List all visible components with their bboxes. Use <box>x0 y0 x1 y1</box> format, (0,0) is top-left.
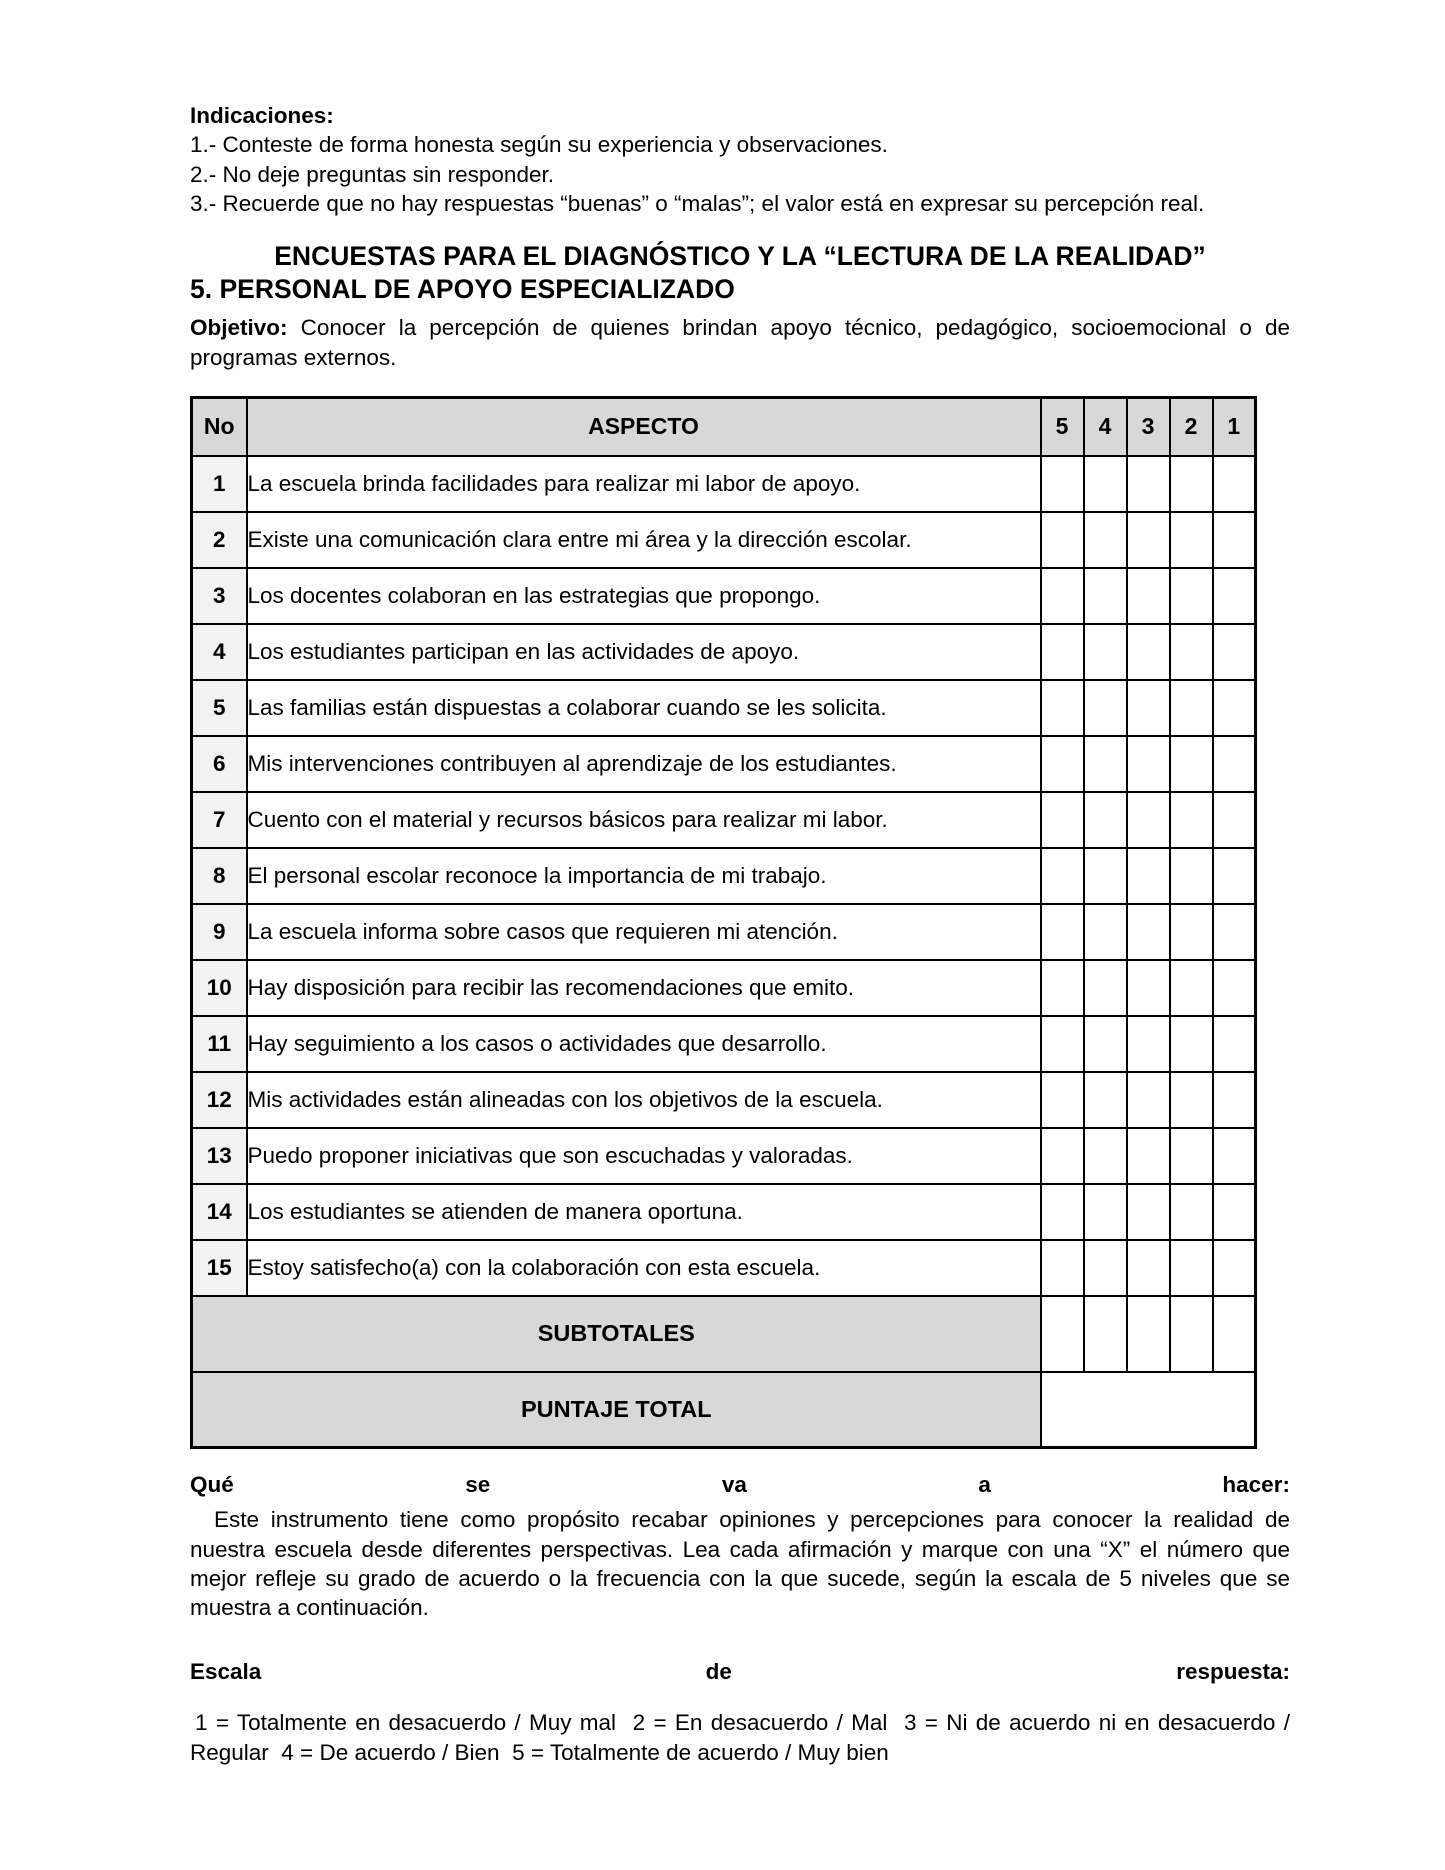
subtotal-cell[interactable] <box>1041 1296 1084 1372</box>
escala-de-respuesta-line <box>190 1657 1290 1686</box>
objetivo-label: Objetivo: <box>190 315 288 341</box>
rating-cell[interactable] <box>1127 1072 1170 1128</box>
row-aspect: Las familias están dispuestas a colaborar cuando se les solicita. <box>247 680 1041 736</box>
rating-cell[interactable] <box>1170 512 1213 568</box>
response-scale-text: 1 = Totalmente en desacuerdo / Muy mal 2 = En desacuerdo / Mal 3 = Ni de acuerdo ni en desacuerdo / Regular 4 = De acuerdo / Bien 5 = Totalmente de acuerdo / Muy bien <box>190 1710 1290 1766</box>
rating-cell[interactable] <box>1213 960 1256 1016</box>
table-row <box>192 904 1256 960</box>
escala-word: respuesta: <box>1176 1658 1290 1684</box>
rating-cell[interactable] <box>1213 736 1256 792</box>
row-aspect: La escuela informa sobre casos que requieren mi atención. <box>247 904 1041 960</box>
row-number: 6 <box>192 736 247 792</box>
rating-cell[interactable] <box>1041 568 1084 624</box>
rating-cell[interactable] <box>1170 736 1213 792</box>
row-number: 10 <box>192 960 247 1016</box>
rating-cell[interactable] <box>1084 736 1127 792</box>
row-number: 3 <box>192 568 247 624</box>
row-aspect: Mis intervenciones contribuyen al aprendizaje de los estudiantes. <box>247 736 1041 792</box>
rating-cell[interactable] <box>1170 792 1213 848</box>
rating-cell[interactable] <box>1213 792 1256 848</box>
row-number: 13 <box>192 1128 247 1184</box>
row-aspect: Puedo proponer iniciativas que son escuchadas y valoradas. <box>247 1128 1041 1184</box>
rating-cell[interactable] <box>1170 904 1213 960</box>
que-se-va-a-hacer-line <box>190 1470 1290 1499</box>
rating-cell[interactable] <box>1170 848 1213 904</box>
header-aspecto: ASPECTO <box>247 397 1041 456</box>
table-row <box>192 1128 1256 1184</box>
rating-cell[interactable] <box>1213 1240 1256 1296</box>
rating-cell[interactable] <box>1170 1072 1213 1128</box>
table-row <box>192 792 1256 848</box>
que-hacer-word: se <box>465 1472 491 1498</box>
rating-cell[interactable] <box>1213 848 1256 904</box>
rating-cell[interactable] <box>1213 568 1256 624</box>
rating-cell[interactable] <box>1041 1128 1084 1184</box>
table-row <box>192 848 1256 904</box>
subtotal-cell[interactable] <box>1127 1296 1170 1372</box>
table-header-row <box>192 397 1256 456</box>
row-aspect: Los docentes colaboran en las estrategias que propongo. <box>247 568 1041 624</box>
rating-cell[interactable] <box>1127 568 1170 624</box>
row-aspect: La escuela brinda facilidades para realizar mi labor de apoyo. <box>247 456 1041 512</box>
row-aspect: Existe una comunicación clara entre mi área y la dirección escolar. <box>247 512 1041 568</box>
row-number: 4 <box>192 624 247 680</box>
rating-cell[interactable] <box>1127 736 1170 792</box>
rating-cell[interactable] <box>1084 792 1127 848</box>
rating-cell[interactable] <box>1041 848 1084 904</box>
rating-cell[interactable] <box>1170 1128 1213 1184</box>
subtotal-cell[interactable] <box>1170 1296 1213 1372</box>
row-aspect: Mis actividades están alineadas con los objetivos de la escuela. <box>247 1072 1041 1128</box>
rating-cell[interactable] <box>1127 512 1170 568</box>
escala-word: Escala <box>190 1658 262 1684</box>
table-row <box>192 456 1256 512</box>
rating-cell[interactable] <box>1127 1128 1170 1184</box>
main-title: ENCUESTAS PARA EL DIAGNÓSTICO Y LA “LECTURA DE LA REALIDAD” <box>274 241 1206 272</box>
rating-cell[interactable] <box>1084 680 1127 736</box>
rating-cell[interactable] <box>1084 624 1127 680</box>
rating-cell[interactable] <box>1213 1072 1256 1128</box>
rating-cell[interactable] <box>1170 1240 1213 1296</box>
row-aspect: Hay disposición para recibir las recomendaciones que emito. <box>247 960 1041 1016</box>
rating-cell[interactable] <box>1041 1072 1084 1128</box>
rating-cell[interactable] <box>1127 1016 1170 1072</box>
rating-cell[interactable] <box>1084 904 1127 960</box>
indicaciones-item-3: 3.- Recuerde que no hay respuestas “buenas” o “malas”; el valor está en expresar su percepción real. <box>190 190 1205 216</box>
rating-cell[interactable] <box>1127 848 1170 904</box>
row-aspect: Estoy satisfecho(a) con la colaboración con esta escuela. <box>247 1240 1041 1296</box>
rating-cell[interactable] <box>1213 904 1256 960</box>
que-hacer-word: Qué <box>190 1472 234 1498</box>
subtotales-label: SUBTOTALES <box>192 1296 1041 1372</box>
rating-cell[interactable] <box>1170 1184 1213 1240</box>
rating-cell[interactable] <box>1084 1072 1127 1128</box>
rating-cell[interactable] <box>1213 1016 1256 1072</box>
instructions-paragraph: Este instrumento tiene como propósito recabar opiniones y percepciones para conocer la realidad de nuestra escuela desde diferentes perspectivas. Lea cada afirmación y marque con una “X” el número que mejor refleje su grado de acuerdo o la frecuencia con la que sucede, según la escala de 5 niveles que se muestra a continuación. <box>190 1507 1290 1621</box>
table-row <box>192 568 1256 624</box>
row-aspect: Hay seguimiento a los casos o actividades que desarrollo. <box>247 1016 1041 1072</box>
survey-table <box>190 396 1257 1450</box>
rating-cell[interactable] <box>1041 960 1084 1016</box>
que-hacer-word: va <box>721 1472 747 1498</box>
table-row <box>192 680 1256 736</box>
row-number: 11 <box>192 1016 247 1072</box>
rating-cell[interactable] <box>1041 1016 1084 1072</box>
rating-cell[interactable] <box>1084 960 1127 1016</box>
row-number: 12 <box>192 1072 247 1128</box>
rating-cell[interactable] <box>1127 1240 1170 1296</box>
rating-cell[interactable] <box>1084 568 1127 624</box>
table-row <box>192 1240 1256 1296</box>
objetivo-text: Conocer la percepción de quienes brindan apoyo técnico, pedagógico, socioemocional o de programas externos. <box>190 315 1290 371</box>
puntaje-total-cell[interactable] <box>1041 1372 1256 1448</box>
section-title: 5. PERSONAL DE APOYO ESPECIALIZADO <box>190 274 735 305</box>
table-row <box>192 1184 1256 1240</box>
subtotales-row <box>192 1296 1256 1372</box>
row-number: 5 <box>192 680 247 736</box>
rating-cell[interactable] <box>1127 904 1170 960</box>
row-aspect: Los estudiantes se atienden de manera oportuna. <box>247 1184 1041 1240</box>
rating-cell[interactable] <box>1084 512 1127 568</box>
row-number: 7 <box>192 792 247 848</box>
table-row <box>192 624 1256 680</box>
que-hacer-word: hacer: <box>1222 1472 1290 1498</box>
indicaciones-item-2: 2.- No deje preguntas sin responder. <box>190 161 554 187</box>
puntaje-total-row <box>192 1372 1256 1448</box>
rating-cell[interactable] <box>1041 624 1084 680</box>
header-rating-4: 4 <box>1084 397 1127 456</box>
table-row <box>192 1016 1256 1072</box>
rating-cell[interactable] <box>1170 680 1213 736</box>
rating-cell[interactable] <box>1084 456 1127 512</box>
escala-word: de <box>705 1658 732 1684</box>
row-number: 15 <box>192 1240 247 1296</box>
table-row <box>192 960 1256 1016</box>
rating-cell[interactable] <box>1170 960 1213 1016</box>
rating-cell[interactable] <box>1041 1240 1084 1296</box>
rating-cell[interactable] <box>1084 1016 1127 1072</box>
rating-cell[interactable] <box>1170 456 1213 512</box>
table-row <box>192 1072 1256 1128</box>
rating-cell[interactable] <box>1213 512 1256 568</box>
row-aspect: Los estudiantes participan en las actividades de apoyo. <box>247 624 1041 680</box>
rating-cell[interactable] <box>1170 568 1213 624</box>
subtotal-cell[interactable] <box>1213 1296 1256 1372</box>
table-row <box>192 512 1256 568</box>
row-number: 1 <box>192 456 247 512</box>
rating-cell[interactable] <box>1084 848 1127 904</box>
row-number: 14 <box>192 1184 247 1240</box>
rating-cell[interactable] <box>1213 680 1256 736</box>
rating-cell[interactable] <box>1084 1240 1127 1296</box>
rating-cell[interactable] <box>1041 1184 1084 1240</box>
rating-cell[interactable] <box>1084 1184 1127 1240</box>
rating-cell[interactable] <box>1041 792 1084 848</box>
rating-cell[interactable] <box>1127 792 1170 848</box>
que-hacer-word: a <box>978 1472 991 1498</box>
objetivo-paragraph <box>190 313 1290 373</box>
header-rating-1: 1 <box>1213 397 1256 456</box>
rating-cell[interactable] <box>1170 624 1213 680</box>
indicaciones-item-1: 1.- Conteste de forma honesta según su experiencia y observaciones. <box>190 132 888 158</box>
rating-cell[interactable] <box>1213 624 1256 680</box>
subtotal-cell[interactable] <box>1084 1296 1127 1372</box>
rating-cell[interactable] <box>1213 456 1256 512</box>
rating-cell[interactable] <box>1041 680 1084 736</box>
header-rating-3: 3 <box>1127 397 1170 456</box>
row-aspect: Cuento con el material y recursos básicos para realizar mi labor. <box>247 792 1041 848</box>
row-aspect: El personal escolar reconoce la importancia de mi trabajo. <box>247 848 1041 904</box>
rating-cell[interactable] <box>1041 456 1084 512</box>
rating-cell[interactable] <box>1084 1128 1127 1184</box>
rating-cell[interactable] <box>1213 1128 1256 1184</box>
rating-cell[interactable] <box>1127 680 1170 736</box>
rating-cell[interactable] <box>1127 960 1170 1016</box>
rating-cell[interactable] <box>1127 624 1170 680</box>
row-number: 2 <box>192 512 247 568</box>
row-number: 8 <box>192 848 247 904</box>
row-number: 9 <box>192 904 247 960</box>
rating-cell[interactable] <box>1127 456 1170 512</box>
rating-cell[interactable] <box>1041 904 1084 960</box>
table-row <box>192 736 1256 792</box>
rating-cell[interactable] <box>1213 1184 1256 1240</box>
rating-cell[interactable] <box>1041 736 1084 792</box>
puntaje-total-label: PUNTAJE TOTAL <box>192 1372 1041 1448</box>
header-rating-5: 5 <box>1041 397 1084 456</box>
header-no: No <box>192 397 247 456</box>
indicaciones-heading: Indicaciones: <box>190 103 334 128</box>
rating-cell[interactable] <box>1041 512 1084 568</box>
header-rating-2: 2 <box>1170 397 1213 456</box>
rating-cell[interactable] <box>1170 1016 1213 1072</box>
rating-cell[interactable] <box>1127 1184 1170 1240</box>
